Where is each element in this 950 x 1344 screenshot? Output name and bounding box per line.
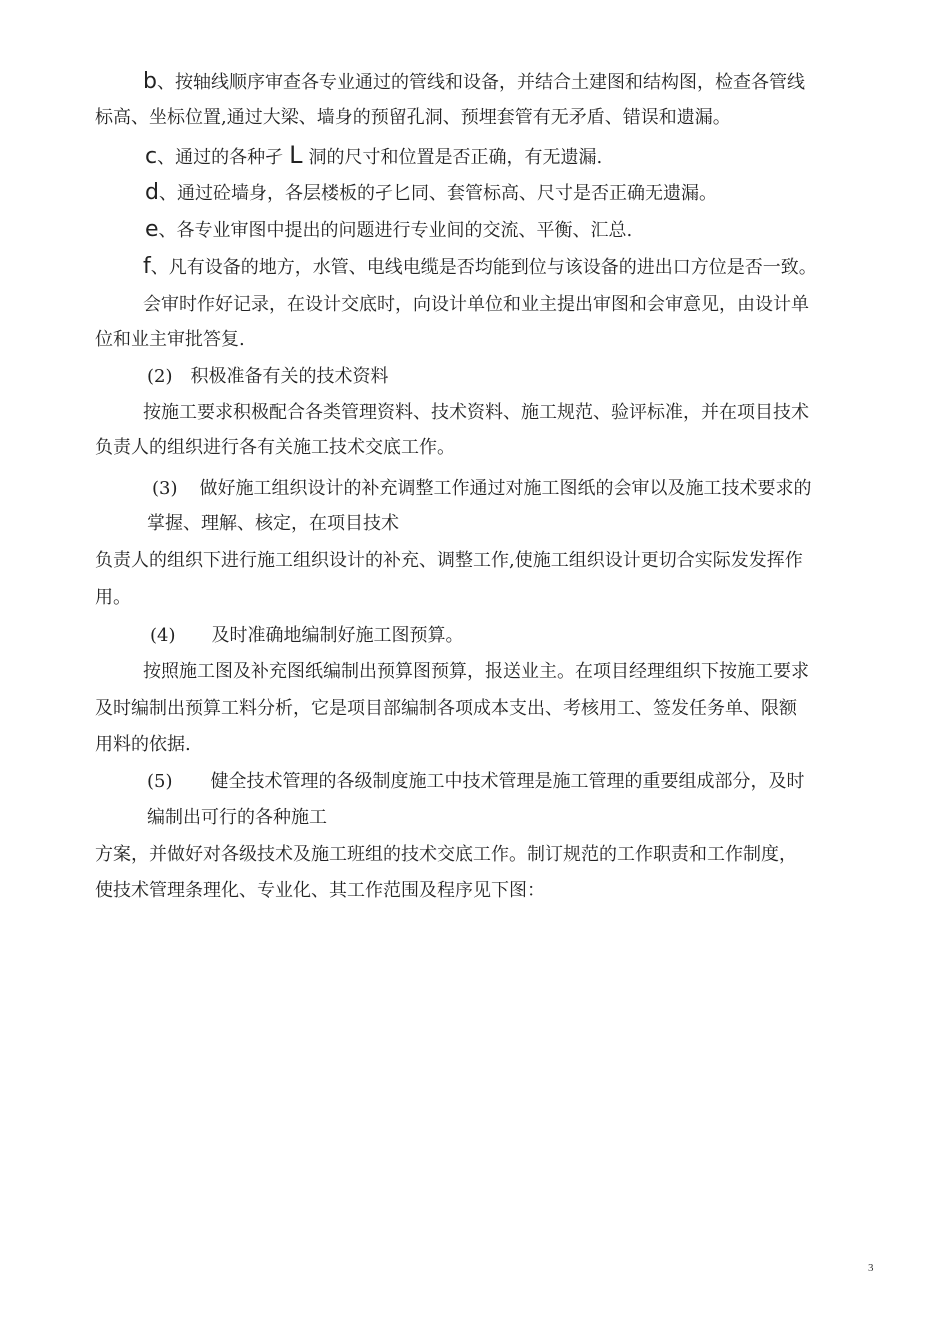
item-c-line (145, 143, 602, 170)
item-f-line (143, 255, 817, 280)
review-record-line-2: 位和业主审批答复. (95, 329, 245, 350)
section-2-para-line-1: 按施工要求积极配合各类管理资料、技术资料、施工规范、验评标准，并在项目技术 (143, 402, 809, 423)
item-b-text: 、按轴线顺序审查各专业通过的管线和设备，并结合土建图和结构图，检查各管线 (156, 72, 805, 93)
section-5-para-line-1: 方案，并做好对各级技术及施工班组的技术交底工作。制订规范的工作职责和工作制度， (95, 844, 797, 865)
item-e-marker: e (145, 217, 159, 242)
section-3-title-line-2: 掌握、理解、核定，在项目技术 (147, 513, 399, 534)
item-c-text-b: 洞的尺寸和位置是否正确，有无遗漏. (308, 147, 603, 168)
item-f-marker: f (143, 254, 151, 279)
section-4-title: 及时准确地编制好施工图预算。 (211, 625, 464, 646)
item-b-line-2: 标高、坐标位置,通过大梁、墙身的预留孔洞、预埋套管有无矛盾、错误和遗漏。 (95, 107, 731, 128)
item-d-marker: d (145, 180, 159, 205)
item-d-text: 、通过砼墙身，各层楼板的孑匕同、套管标高、尺寸是否正确无遗漏。 (158, 183, 717, 204)
section-5-title: 健全技术管理的各级制度施工中技术管理是施工管理的重要组成部分，及时 (210, 771, 805, 792)
section-5-title-line-2: 编制出可行的各种施工 (147, 807, 327, 828)
item-d-line (145, 181, 717, 206)
item-c-text-a: 、通过的各种孑 (157, 147, 284, 168)
page-number: 3 (868, 1262, 874, 1274)
section-4-heading (150, 624, 464, 648)
item-c-letter-l: L (289, 141, 303, 169)
section-2-title: 积极准备有关的技术资料 (190, 366, 389, 387)
item-c-marker: c (145, 144, 158, 169)
section-3-title: 做好施工组织设计的补充调整工作通过对施工图纸的会审以及施工技术要求的 (199, 478, 812, 499)
section-5-number: (5) (147, 771, 173, 792)
section-3-heading (152, 477, 812, 501)
section-5-heading (147, 770, 805, 794)
section-4-para-line-3: 用料的依据. (95, 734, 191, 755)
section-2-number: (2) (147, 366, 173, 387)
item-f-text: 、凡有设备的地方，水管、电线电缆是否均能到位与该设备的进出口方位是否一致。 (150, 257, 817, 278)
item-b-line-1 (143, 70, 805, 95)
item-b-marker: b (143, 69, 157, 94)
section-3-number: (3) (152, 478, 178, 499)
item-e-line (145, 218, 632, 243)
section-2-para-line-2: 负责人的组织进行各有关施工技术交底工作。 (95, 437, 455, 458)
section-5-para-line-2: 使技术管理条理化、专业化、其工作范围及程序见下图： (95, 880, 545, 901)
section-3-para-line-1: 负责人的组织下进行施工组织设计的补充、调整工作,使施工组织设计更切合实际发发挥作 (95, 550, 803, 571)
section-2-heading (147, 365, 389, 389)
section-3-para-line-2: 用。 (95, 587, 131, 608)
item-e-text: 、各专业审图中提出的问题进行专业间的交流、平衡、汇总. (158, 220, 633, 241)
section-4-para-line-1: 按照施工图及补充图纸编制出预算图预算，报送业主。在项目经理组织下按施工要求 (143, 661, 809, 682)
review-record-line-1: 会审时作好记录，在设计交底时，向设计单位和业主提出审图和会审意见，由设计单 (143, 294, 809, 315)
section-4-number: (4) (150, 625, 176, 646)
section-4-para-line-2: 及时编制出预算工料分析，它是项目部编制各项成本支出、考核用工、签发任务单、限额 (95, 698, 797, 719)
